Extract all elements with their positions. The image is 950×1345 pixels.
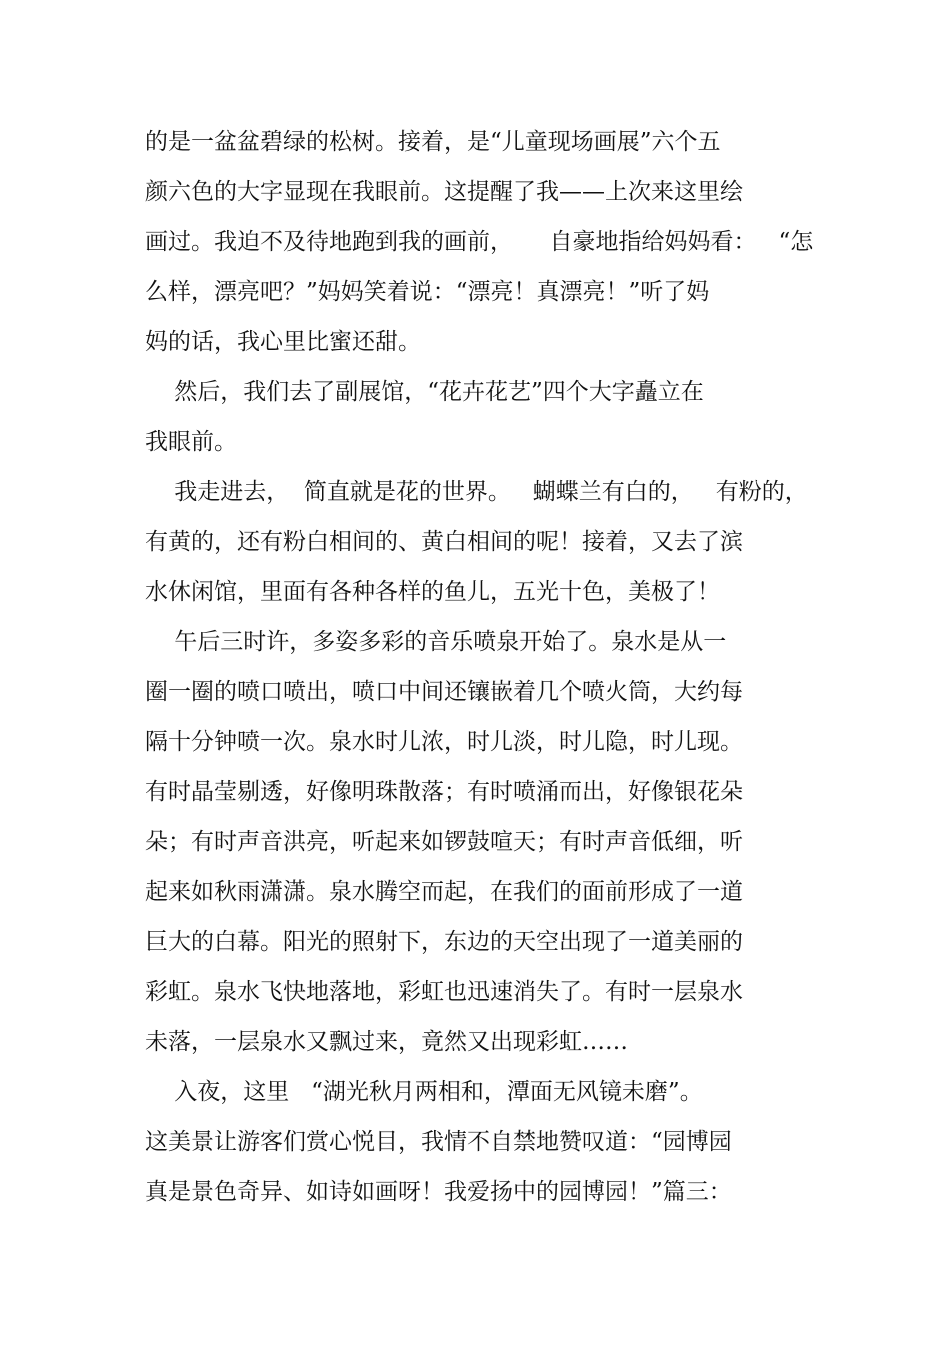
text-line: 起来如秋雨潇潇。泉水腾空而起，在我们的面前形成了一道 — [145, 879, 743, 905]
text-line: 朵；有时声音洪亮，听起来如锣鼓喧天；有时声音低细，听 — [145, 829, 743, 855]
text-line: 真是景色奇异、如诗如画呀！我爱扬中的园博园！”篇三： — [145, 1179, 732, 1205]
text-line: 颜六色的大字显现在我眼前。这提醒了我——上次来这里绘 — [145, 179, 743, 205]
text-line: 我走进去， 简直就是花的世界。 蝴蝶兰有白的， 有粉的， — [145, 479, 808, 505]
text-line: 午后三时许，多姿多彩的音乐喷泉开始了。泉水是从一 — [145, 629, 727, 655]
text-line: 么样，漂亮吧？”妈妈笑着说：“漂亮！真漂亮！”听了妈 — [145, 279, 710, 305]
text-line: 水休闲馆，里面有各种各样的鱼儿，五光十色，美极了！ — [145, 579, 720, 605]
text-line: 有黄的，还有粉白相间的、黄白相间的呢！接着，又去了滨 — [145, 529, 743, 555]
text-line: 这美景让游客们赏心悦目，我情不自禁地赞叹道：“园博园 — [145, 1129, 732, 1155]
text-line: 有时晶莹剔透，好像明珠散落；有时喷涌而出，好像银花朵 — [145, 779, 743, 805]
text-line: 巨大的白幕。阳光的照射下，东边的天空出现了一道美丽的 — [145, 929, 743, 955]
text-line: 然后，我们去了副展馆，“花卉花艺”四个大字矗立在 — [145, 379, 704, 405]
text-line: 我眼前。 — [145, 429, 237, 455]
text-line: 未落，一层泉水又飘过来，竟然又出现彩虹…… — [145, 1029, 628, 1055]
text-line: 彩虹。泉水飞快地落地，彩虹也迅速消失了。有时一层泉水 — [145, 979, 743, 1005]
text-line: 入夜，这里 “湖光秋月两相和，潭面无风镜未磨”。 — [145, 1079, 703, 1105]
text-line: 画过。我迫不及待地跑到我的画前， 自豪地指给妈妈看： “怎 — [145, 229, 814, 255]
text-line: 圈一圈的喷口喷出，喷口中间还镶嵌着几个喷火筒，大约每 — [145, 679, 743, 705]
text-line: 隔十分钟喷一次。泉水时儿浓，时儿淡，时儿隐，时儿现。 — [145, 729, 743, 755]
text-line: 的是一盆盆碧绿的松树。接着，是“儿童现场画展”六个五 — [145, 129, 721, 155]
text-line: 妈的话，我心里比蜜还甜。 — [145, 329, 421, 355]
